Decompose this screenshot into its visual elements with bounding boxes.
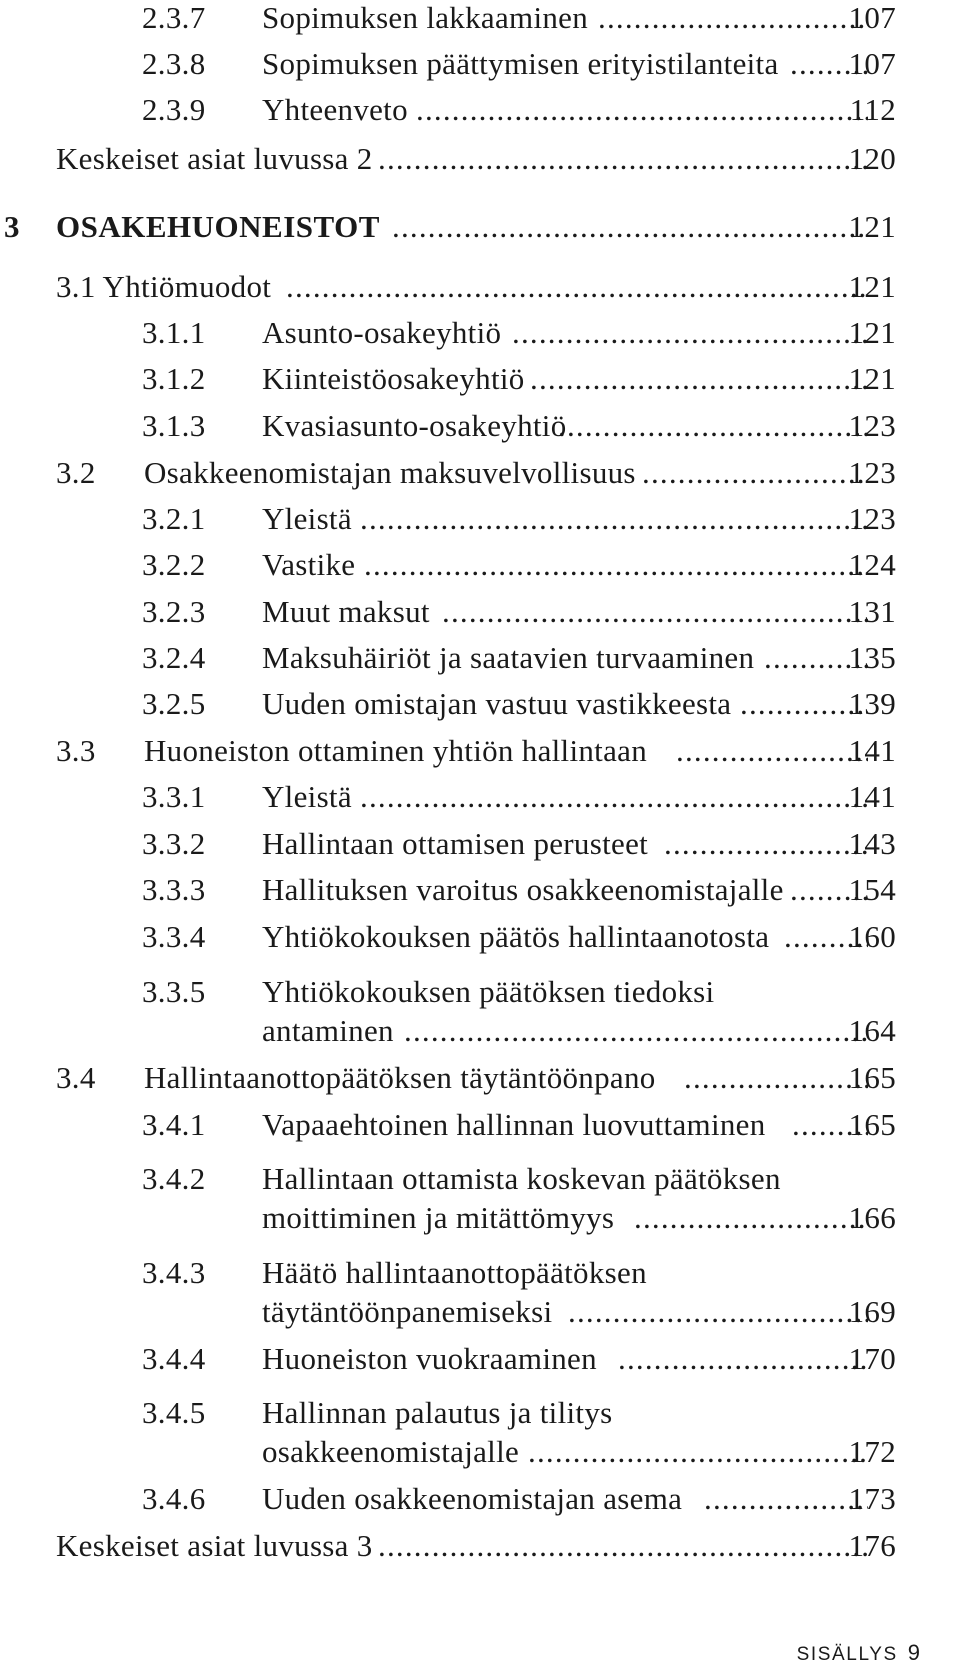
toc-entry <box>0 547 960 583</box>
toc-entry-number: 3.3.4 <box>142 919 206 954</box>
toc-leader-dots <box>378 141 868 177</box>
toc-entry-title: osakkeenomistajalle <box>262 1434 520 1469</box>
toc-entry-page: 166 <box>848 1200 896 1235</box>
toc-entry-number: 3.2.2 <box>142 547 206 582</box>
toc-entry-title: Hallinnan palautus ja tilitys <box>262 1395 613 1430</box>
toc-entry-number: 2.3.9 <box>142 92 206 127</box>
toc-leader-dots <box>598 0 868 36</box>
toc-entry <box>0 872 960 908</box>
toc-entry <box>0 1395 960 1431</box>
toc-entry-title: Maksuhäiriöt ja saatavien turvaaminen <box>262 640 755 675</box>
toc-entry-page: 154 <box>848 872 896 907</box>
toc-entry-title: Sopimuksen lakkaaminen <box>262 0 589 35</box>
toc-entry-page: 160 <box>848 919 896 954</box>
toc-entry <box>0 919 960 955</box>
toc-leader-dots <box>360 779 868 815</box>
toc-leader-dots <box>416 92 868 128</box>
toc-entry-number: 3.4.1 <box>142 1107 206 1142</box>
toc-leader-dots <box>664 826 868 862</box>
toc-entry-page: 123 <box>848 501 896 536</box>
toc-entry-title: Hallintaanottopäätöksen täytäntöönpano <box>144 1060 656 1095</box>
toc-leader-dots <box>528 1434 868 1470</box>
toc-chapter-heading <box>0 209 960 245</box>
toc-entry-page: 121 <box>848 361 896 396</box>
toc-entry-number: 3.4 <box>56 1060 96 1095</box>
toc-entry-number: 2.3.7 <box>142 0 206 35</box>
toc-entry <box>0 1255 960 1291</box>
toc-entry-page: 141 <box>848 733 896 768</box>
toc-entry-number: 3.2.3 <box>142 594 206 629</box>
toc-entry-title: 3.1 Yhtiömuodot <box>56 269 272 304</box>
toc-leader-dots <box>392 209 868 245</box>
toc-entry-number: 3.3.5 <box>142 974 206 1009</box>
toc-entry-page: 120 <box>848 141 896 176</box>
page-footer <box>797 1640 920 1666</box>
toc-entry <box>0 826 960 862</box>
toc-leader-dots <box>704 1481 868 1517</box>
toc-entry-number: 3.4.3 <box>142 1255 206 1290</box>
toc-leader-dots <box>286 269 868 305</box>
toc-entry <box>0 141 960 177</box>
toc-entry <box>0 779 960 815</box>
toc-leader-dots <box>530 361 868 397</box>
toc-entry <box>0 733 960 769</box>
toc-entry-page: 123 <box>848 455 896 490</box>
toc-entry-title: Yhteenveto <box>262 92 408 127</box>
toc-entry-title: Osakkeenomistajan maksuvelvollisuus <box>144 455 636 490</box>
toc-entry-title: Yleistä <box>262 779 352 814</box>
toc-entry-page: 131 <box>848 594 896 629</box>
toc-leader-dots <box>512 315 868 351</box>
toc-entry <box>0 1481 960 1517</box>
toc-entry-page: 124 <box>848 547 896 582</box>
toc-entry-page: 139 <box>848 686 896 721</box>
toc-entry <box>0 501 960 537</box>
toc-entry-number: 3.3 <box>56 733 96 768</box>
toc-entry-title: Vapaaehtoinen hallinnan luovuttaminen <box>262 1107 766 1142</box>
toc-entry <box>0 46 960 82</box>
toc-entry <box>0 640 960 676</box>
toc-entry-continuation <box>0 1294 960 1330</box>
toc-entry-page: 107 <box>848 46 896 81</box>
toc-entry-title: Hallituksen varoitus osakkeenomistajalle <box>262 872 784 907</box>
toc-entry-continuation <box>0 1200 960 1236</box>
toc-entry <box>0 92 960 128</box>
toc-entry-title: antaminen <box>262 1013 394 1048</box>
toc-entry-page: 112 <box>849 92 896 127</box>
toc-leader-dots <box>378 1528 868 1564</box>
toc-entry <box>0 269 960 305</box>
toc-entry-page: 121 <box>848 209 896 244</box>
footer-page-number: 9 <box>907 1640 920 1665</box>
toc-entry-title: Yhtiökokouksen päätös hallintaanotosta <box>262 919 770 954</box>
toc-leader-dots <box>558 408 868 444</box>
toc-leader-dots <box>684 1060 868 1096</box>
toc-entry-title: Kiinteistöosakeyhtiö <box>262 361 525 396</box>
toc-entry-number: 3.4.2 <box>142 1161 206 1196</box>
toc-entry <box>0 0 960 36</box>
toc-entry-number: 3.2.1 <box>142 501 206 536</box>
toc-entry-page: 135 <box>848 640 896 675</box>
toc-entry-page: 172 <box>848 1434 896 1469</box>
toc-entry-page: 165 <box>848 1060 896 1095</box>
toc-entry-page: 170 <box>848 1341 896 1376</box>
toc-entry-page: 107 <box>848 0 896 35</box>
toc-entry-title: Kvasiasunto-osakeyhtiö <box>262 408 567 443</box>
toc-chapter-title: OSAKEHUONEISTOT <box>56 209 380 244</box>
toc-leader-dots <box>642 455 868 491</box>
toc-entry-number: 2.3.8 <box>142 46 206 81</box>
toc-entry <box>0 1060 960 1096</box>
toc-entry <box>0 315 960 351</box>
toc-entry-title: Yhtiökokouksen päätöksen tiedoksi <box>262 974 715 1009</box>
toc-entry-page: 169 <box>848 1294 896 1329</box>
toc-entry-number: 3.4.5 <box>142 1395 206 1430</box>
toc-entry <box>0 408 960 444</box>
toc-leader-dots <box>360 501 868 537</box>
toc-entry <box>0 1161 960 1197</box>
toc-entry-title: Uuden omistajan vastuu vastikkeesta <box>262 686 732 721</box>
toc-entry <box>0 455 960 491</box>
toc-entry <box>0 974 960 1010</box>
toc-entry <box>0 1341 960 1377</box>
toc-entry-title: Asunto-osakeyhtiö <box>262 315 502 350</box>
toc-entry-title: täytäntöönpanemiseksi <box>262 1294 553 1329</box>
toc-entry-number: 3.4.6 <box>142 1481 206 1516</box>
toc-entry-number: 3.1.1 <box>142 315 206 350</box>
toc-entry-number: 3.2.4 <box>142 640 206 675</box>
toc-entry-page: 164 <box>848 1013 896 1048</box>
toc-entry-page: 121 <box>848 315 896 350</box>
toc-leader-dots <box>364 547 868 583</box>
toc-entry-title: Vastike <box>262 547 356 582</box>
toc-entry-number: 3.3.3 <box>142 872 206 907</box>
toc-entry-number: 3.3.1 <box>142 779 206 814</box>
toc-entry-page: 173 <box>848 1481 896 1516</box>
toc-entry-number: 3.3.2 <box>142 826 206 861</box>
toc-entry-title: Huoneiston ottaminen yhtiön hallintaan <box>144 733 648 768</box>
toc-entry <box>0 361 960 397</box>
toc-leader-dots <box>568 1294 868 1330</box>
toc-entry-title: Hallintaan ottamista koskevan päätöksen <box>262 1161 781 1196</box>
footer-section-label: SISÄLLYS <box>796 1644 898 1665</box>
toc-entry-title: Hallintaan ottamisen perusteet <box>262 826 649 861</box>
toc-entry-page: 141 <box>848 779 896 814</box>
toc-leader-dots <box>442 594 868 630</box>
toc-entry <box>0 686 960 722</box>
toc-entry-number: 3.2.5 <box>142 686 206 721</box>
toc-leader-dots <box>676 733 868 769</box>
toc-entry-number: 3.4.4 <box>142 1341 206 1376</box>
toc-entry-page: 121 <box>848 269 896 304</box>
toc-entry-number: 3.1.3 <box>142 408 206 443</box>
toc-entry-title: moittiminen ja mitättömyys <box>262 1200 615 1235</box>
toc-entry-number: 3.2 <box>56 455 96 490</box>
toc-entry-page: 176 <box>848 1528 896 1563</box>
toc-entry-number: 3.1.2 <box>142 361 206 396</box>
toc-entry <box>0 594 960 630</box>
toc-entry <box>0 1528 960 1564</box>
toc-leader-dots <box>404 1013 868 1049</box>
toc-entry-title: Yleistä <box>262 501 352 536</box>
toc-entry-page: 123 <box>848 408 896 443</box>
toc-entry-title: Sopimuksen päättymisen erityistilanteita <box>262 46 779 81</box>
toc-entry-title: Huoneiston vuokraaminen <box>262 1341 597 1376</box>
toc-leader-dots <box>634 1200 868 1236</box>
toc-entry-title: Muut maksut <box>262 594 430 629</box>
toc-chapter-number: 3 <box>4 209 20 244</box>
toc-entry <box>0 1107 960 1143</box>
toc-entry-page: 165 <box>848 1107 896 1142</box>
toc-entry-title: Keskeiset asiat luvussa 3 <box>56 1528 373 1563</box>
toc-entry-continuation <box>0 1434 960 1470</box>
toc-entry-title: Keskeiset asiat luvussa 2 <box>56 141 373 176</box>
toc-leader-dots <box>618 1341 868 1377</box>
toc-entry-page: 143 <box>848 826 896 861</box>
toc-entry-title: Uuden osakkeenomistajan asema <box>262 1481 683 1516</box>
toc-entry-continuation <box>0 1013 960 1049</box>
toc-entry-title: Häätö hallintaanottopäätöksen <box>262 1255 647 1290</box>
